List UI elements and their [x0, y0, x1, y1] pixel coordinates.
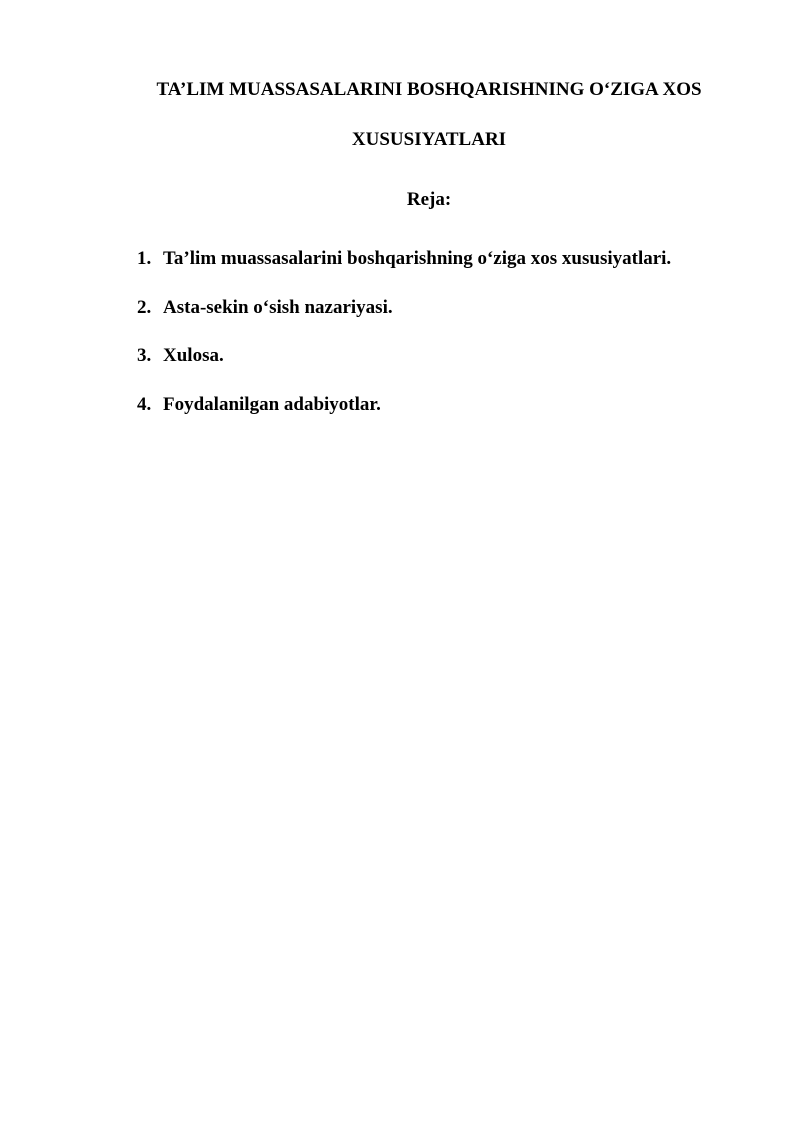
plan-item-text: Xulosa.: [163, 345, 224, 367]
plan-list: [137, 248, 671, 442]
plan-item-1: [137, 248, 671, 297]
plan-item-number: 3.: [137, 345, 152, 367]
document-title-line-2: XUSUSIYATLARI: [351, 129, 507, 150]
plan-item-number: 4.: [137, 393, 152, 415]
plan-item-number: 1.: [137, 248, 152, 269]
plan-item-2: [137, 297, 671, 346]
plan-item-text: Asta-sekin o‘sish nazariyasi.: [163, 296, 393, 318]
plan-item-text: Foydalanilgan adabiyotlar.: [163, 393, 381, 415]
plan-item-3: [137, 345, 671, 394]
plan-item-4: [137, 394, 671, 443]
plan-item-text: Ta’lim muassasalarini boshqarishning o‘ziga xos xususiyatlari.: [163, 248, 672, 269]
plan-heading: Reja:: [406, 189, 452, 210]
plan-item-number: 2.: [137, 296, 152, 318]
document-title-line-1: TA’LIM MUASSASALARINI BOSHQARISHNING O‘ZIGA XOS: [156, 79, 702, 100]
